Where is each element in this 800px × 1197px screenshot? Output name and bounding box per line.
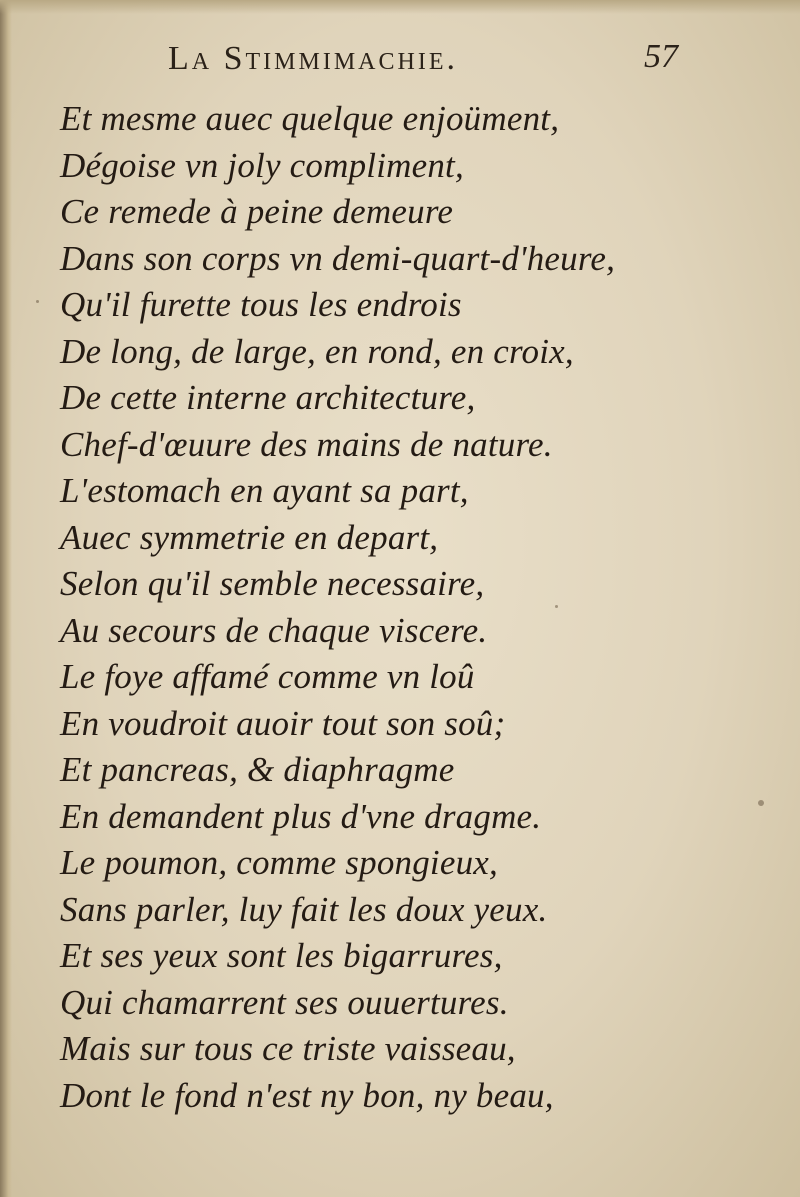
verse-line: Ce remede à peine demeure [60, 192, 454, 231]
verse-line: Mais sur tous ce triste vaisseau, [60, 1029, 516, 1068]
verse-line: Selon qu'il semble necessaire, [60, 564, 485, 603]
verse-line: En voudroit auoir tout son soû; [60, 703, 506, 743]
verse-line: Qui chamarrent ses ouuertures. [60, 982, 509, 1022]
page-header [168, 40, 688, 84]
verse-line: De long, de large, en rond, en croix, [60, 331, 574, 371]
poem-text [60, 96, 700, 1119]
verse-line: Dégoise vn joly compliment, [60, 145, 464, 185]
verse-line: Le foye affamé comme vn loû [60, 657, 475, 696]
verse-line: Et pancreas, & diaphragme [60, 750, 455, 789]
verse-line: L'estomach en ayant sa part, [60, 471, 469, 510]
verse-line: En demandent plus d'vne dragme. [60, 796, 542, 836]
running-title: La Stimmimachie. [168, 40, 458, 77]
page-number: 57 [644, 38, 678, 75]
verse-line: Au secours de chaque viscere. [60, 610, 488, 650]
verse-line: Sans parler, luy fait les doux yeux. [60, 889, 548, 929]
foxing-spot [758, 800, 764, 806]
foxing-spot [555, 605, 558, 608]
verse-line: Qu'il furette tous les endrois [60, 285, 462, 324]
foxing-spot [36, 300, 39, 303]
verse-line: Dont le fond n'est ny bon, ny beau, [60, 1075, 554, 1115]
verse-line: Auec symmetrie en depart, [60, 517, 439, 557]
page-top-shadow [0, 0, 800, 14]
verse-line: Dans son corps vn demi-quart-d'heure, [60, 238, 616, 278]
verse-line: Et ses yeux sont les bigarrures, [60, 936, 503, 975]
verse-line: De cette interne architecture, [60, 378, 476, 417]
page-gutter-shadow [0, 0, 12, 1197]
verse-line: Et mesme auec quelque enjoüment, [60, 99, 560, 138]
verse-line: Chef-d'œuure des mains de nature. [60, 424, 553, 464]
verse-line: Le poumon, comme spongieux, [60, 843, 498, 882]
